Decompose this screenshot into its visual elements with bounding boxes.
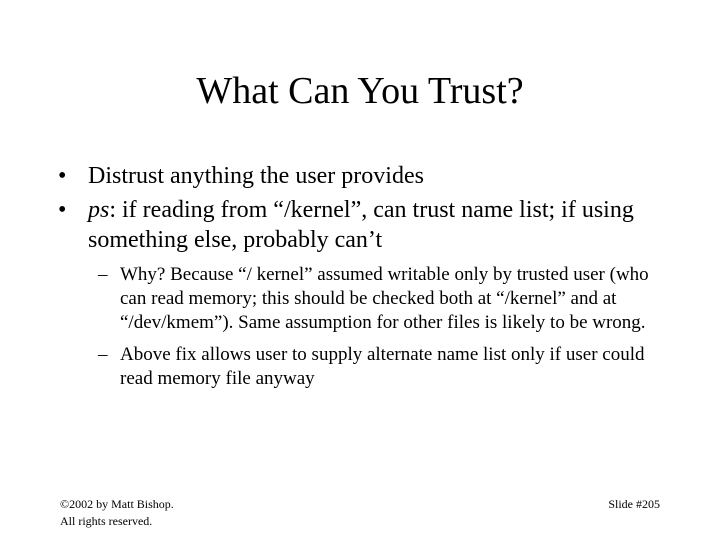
bullet-italic-term: ps xyxy=(88,197,110,223)
bullet-marker: • xyxy=(58,163,67,189)
slide-number: Slide #205 xyxy=(608,497,660,511)
bullet-marker: • xyxy=(58,197,67,223)
subbullet-text: Why? Because “/ kernel” assumed writable only by trusted user (who can read memory; this should be checked both at “/kernel” and at “/dev/kmem”). Same assumption for other files is likely to be wrong. xyxy=(120,264,649,333)
subbullet-marker: – xyxy=(98,264,108,285)
subbullet-item xyxy=(58,263,655,335)
footer-copyright xyxy=(60,496,174,530)
bullet-item xyxy=(58,195,698,255)
rights-text: All rights reserved. xyxy=(60,514,153,528)
copyright-text: ©2002 by Matt Bishop. xyxy=(60,497,174,511)
bullet-list xyxy=(58,161,698,391)
subbullet-item xyxy=(58,343,655,391)
bullet-text: Distrust anything the user provides xyxy=(88,163,424,189)
slide-title: What Can You Trust? xyxy=(196,70,524,112)
subbullet-text: Above fix allows user to supply alternate name list only if user could read memory file anyway xyxy=(120,344,645,389)
bullet-item xyxy=(58,161,698,191)
subbullet-marker: – xyxy=(98,344,108,365)
bullet-text: : if reading from “/kernel”, can trust name list; if using something else, probably can’t xyxy=(88,197,634,253)
